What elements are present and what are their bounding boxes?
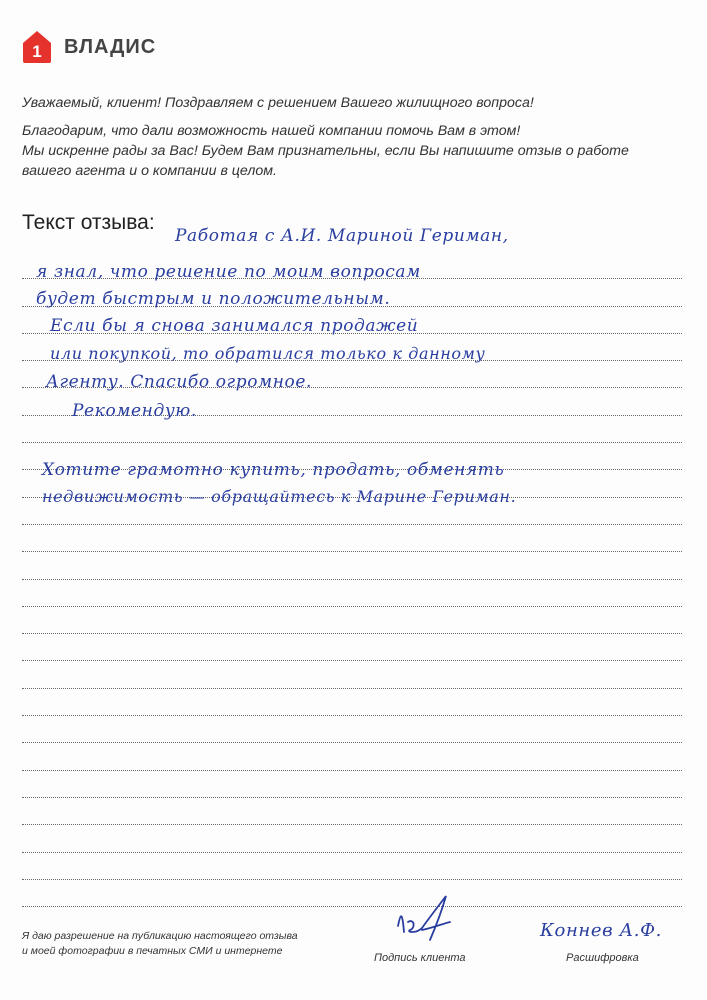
handwritten-line: я знал, что решение по моим вопросам xyxy=(36,262,421,282)
ruled-line xyxy=(22,771,682,798)
client-signature-label: Подпись клиента xyxy=(374,952,466,964)
thanks-line-1: Благодарим, что дали возможность нашей компании помочь Вам в этом! xyxy=(22,123,521,139)
handwritten-line: Рекомендую. xyxy=(72,401,197,421)
ruled-line xyxy=(22,798,682,825)
ruled-line xyxy=(22,853,682,880)
thanks-line-2: Мы искренне рады за Вас! Будем Вам признательны, если Вы напишите отзыв о работе xyxy=(22,143,629,159)
handwritten-line: Работая с А.И. Мариной Гериман, xyxy=(175,226,509,246)
ruled-line xyxy=(22,880,682,907)
brand-name: ВЛАДИС xyxy=(64,35,157,58)
client-signature xyxy=(392,892,462,944)
handwritten-line: Если бы я снова занимался продажей xyxy=(50,316,419,336)
ruled-line xyxy=(22,634,682,661)
intro-text xyxy=(22,93,682,181)
ruled-line xyxy=(22,743,682,770)
consent-line-1: Я даю разрешение на публикацию настоящего отзыва xyxy=(22,930,298,942)
ruled-line xyxy=(22,552,682,579)
ruled-line xyxy=(22,689,682,716)
ruled-line xyxy=(22,825,682,852)
review-title: Текст отзыва: xyxy=(22,211,155,234)
company-logo xyxy=(22,30,156,64)
handwritten-line: будет быстрым и положительным. xyxy=(36,289,391,309)
greeting: Уважаемый, клиент! Поздравляем с решением Вашего жилищного вопроса! xyxy=(22,95,534,111)
ruled-line xyxy=(22,716,682,743)
consent-line-2: и моей фотографии в печатных СМИ и интернете xyxy=(22,945,283,957)
ruled-line xyxy=(22,607,682,634)
ruled-line xyxy=(22,580,682,607)
publication-consent xyxy=(22,929,298,959)
handwritten-line: недвижимость — обращайтесь к Марине Гериман. xyxy=(42,487,517,506)
handwritten-line: Агенту. Спасибо огромное. xyxy=(46,372,313,392)
signature-decode-value: Коннев А.Ф. xyxy=(540,920,662,941)
house-logo-icon xyxy=(22,30,52,64)
handwritten-line: или покупкой, то обратился только к данному xyxy=(50,344,486,363)
handwritten-line: Хотите грамотно купить, продать, обменять xyxy=(42,460,505,480)
ruled-line xyxy=(22,525,682,552)
thanks-line-3: вашего агента и о компании в целом. xyxy=(22,163,277,179)
signature-decode-label: Расшифровка xyxy=(566,952,639,964)
ruled-line xyxy=(22,661,682,688)
logo-digit: 1 xyxy=(32,42,42,61)
